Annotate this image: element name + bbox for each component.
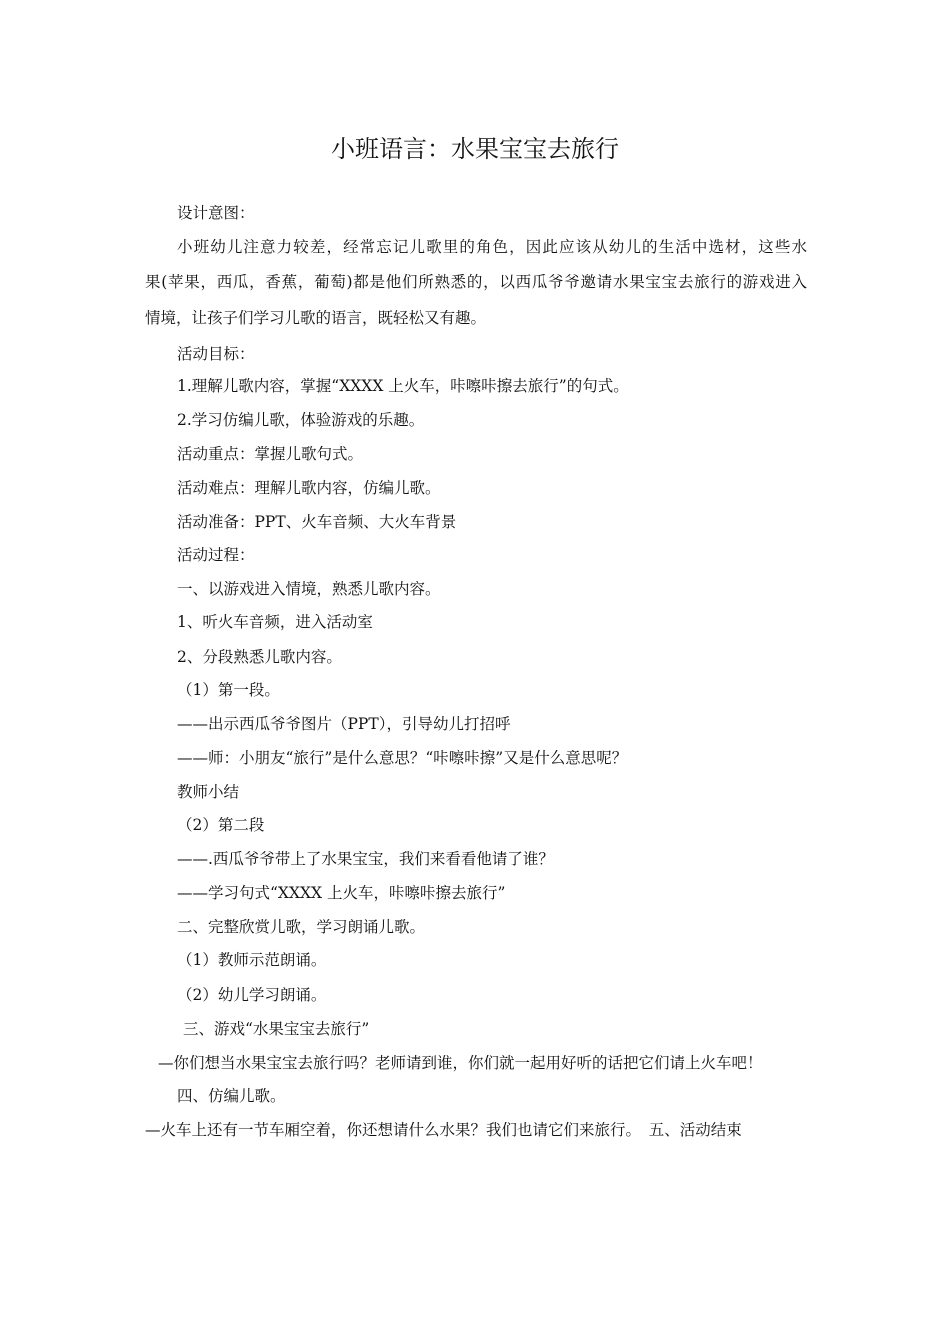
part-1-heading: （1）第一段。 — [177, 681, 280, 699]
step-4-line: —火车上还有一节车厢空着，你还想请什么水果？我们也请它们来旅行。 五、活动结束 — [145, 1121, 742, 1139]
activity-difficulty: 活动难点：理解儿歌内容，仿编儿歌。 — [177, 479, 441, 497]
part-1-line-b: ——师：小朋友“旅行”是什么意思？“咔嚓咔擦”又是什么意思呢？ — [177, 749, 628, 767]
goals-label: 活动目标： — [177, 345, 255, 363]
step-2-item-1: （1）教师示范朗诵。 — [177, 951, 327, 969]
step-4-heading: 四、仿编儿歌。 — [177, 1087, 286, 1105]
part-2-line-a: ——.西瓜爷爷带上了水果宝宝，我们来看看他请了谁？ — [177, 850, 554, 868]
step-3-heading: 三、游戏“水果宝宝去旅行” — [183, 1020, 370, 1038]
activity-preparation: 活动准备：PPT、火车音频、大火车背景 — [177, 513, 457, 531]
process-label: 活动过程： — [177, 546, 255, 564]
step-1-heading: 一、以游戏进入情境，熟悉儿歌内容。 — [177, 580, 441, 598]
goal-item-1: 1.理解儿歌内容，掌握“XXXX 上火车，咔嚓咔擦去旅行”的句式。 — [177, 377, 629, 395]
page-title: 小班语言：水果宝宝去旅行 — [331, 135, 619, 163]
design-intent-line-1: 小班幼儿注意力较差，经常忘记儿歌里的角色，因此应该从幼儿的生活中选材，这些水 — [177, 238, 807, 256]
step-3-line: —你们想当水果宝宝去旅行吗？老师请到谁，你们就一起用好听的话把它们请上火车吧！ — [158, 1054, 763, 1072]
design-intent-line-3: 情境，让孩子们学习儿歌的语言，既轻松又有趣。 — [145, 309, 487, 327]
step-1-item-2: 2、分段熟悉儿歌内容。 — [177, 648, 342, 666]
part-1-line-a: ——出示西瓜爷爷图片（PPT），引导幼儿打招呼 — [177, 715, 511, 733]
teacher-summary: 教师小结 — [177, 783, 240, 801]
part-2-heading: （2）第二段 — [177, 816, 265, 834]
step-2-heading: 二、完整欣赏儿歌，学习朗诵儿歌。 — [177, 918, 426, 936]
goal-item-2: 2.学习仿编儿歌，体验游戏的乐趣。 — [177, 411, 425, 429]
step-2-item-2: （2）幼儿学习朗诵。 — [177, 986, 327, 1004]
design-intent-label: 设计意图： — [177, 204, 255, 222]
part-2-line-b: ——学习句式“XXXX 上火车，咔嚓咔擦去旅行” — [177, 884, 506, 902]
activity-focus: 活动重点：掌握儿歌句式。 — [177, 445, 364, 463]
step-1-item-1: 1、听火车音频，进入活动室 — [177, 613, 373, 631]
design-intent-line-2: 果(苹果，西瓜，香蕉，葡萄)都是他们所熟悉的，以西瓜爷爷邀请水果宝宝去旅行的游戏进入 — [145, 273, 807, 291]
